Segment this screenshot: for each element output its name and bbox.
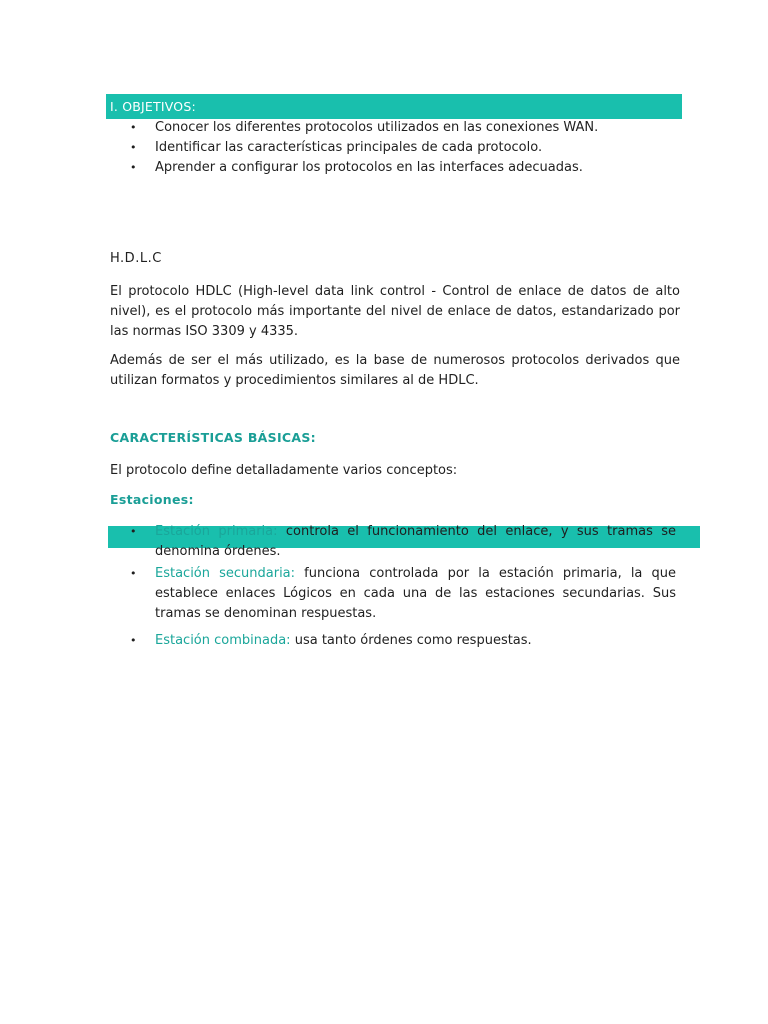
station-list-combined	[130, 631, 676, 651]
station-term: Estación secundaria:	[155, 566, 296, 581]
list-item: • Identificar las características principales de cada protocolo.	[130, 138, 690, 158]
objectives-header-bar	[106, 94, 682, 119]
station-description: funciona controlada por la estación primaria, la que establece enlaces Lógicos en cada una de las estaciones secundarias. Sus tramas se denominan respuestas.	[155, 566, 676, 621]
objectives-list	[130, 118, 690, 178]
list-item	[130, 522, 676, 562]
station-list-primary	[130, 522, 676, 562]
list-item: • Conocer los diferentes protocolos utilizados en las conexiones WAN.	[130, 118, 690, 138]
station-description: controla el funcionamiento del enlace, y sus tramas se denomina órdenes.	[155, 524, 676, 559]
objectives-title: I. OBJETIVOS:	[110, 99, 196, 114]
list-item: • Aprender a configurar los protocolos en las interfaces adecuadas.	[130, 158, 690, 178]
hdlc-paragraph-2: Además de ser el más utilizado, es la base de numerosos protocolos derivados que utilizan formatos y procedimientos similares al de HDLC.	[110, 353, 680, 388]
list-item	[130, 631, 676, 651]
hdlc-paragraph-1: El protocolo HDLC (High-level data link control - Control de enlace de datos de alto nivel), es el protocolo más importante del nivel de enlace de datos, estandarizado por las normas ISO 3309 y 4335.	[110, 284, 680, 339]
stations-heading: Estaciones:	[110, 492, 194, 507]
characteristics-heading: CARACTERÍSTICAS BÁSICAS:	[110, 430, 316, 445]
hdlc-heading: H.D.L.C	[110, 251, 162, 266]
list-item	[130, 564, 676, 624]
station-list-secondary	[130, 564, 676, 624]
station-description: usa tanto órdenes como respuestas.	[290, 633, 532, 648]
station-term: Estación primaria:	[155, 524, 278, 539]
station-term: Estación combinada:	[155, 633, 291, 648]
characteristics-intro: El protocolo define detalladamente varios conceptos:	[110, 463, 458, 478]
